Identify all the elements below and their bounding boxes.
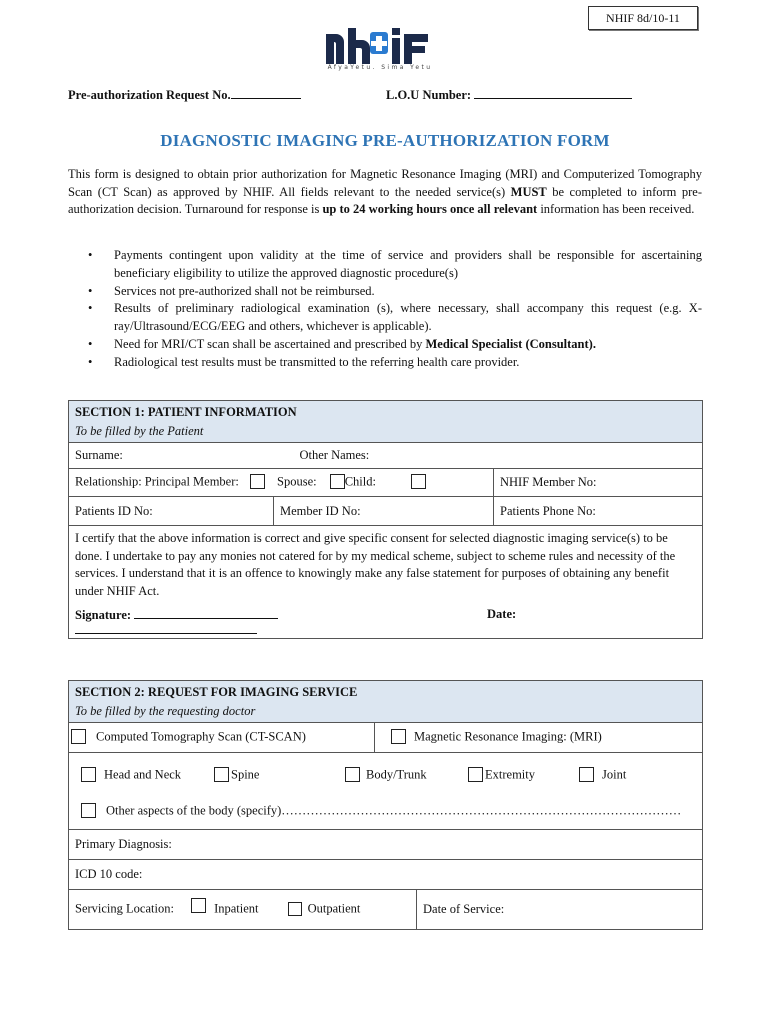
child-label: Child:	[344, 474, 376, 489]
other-names-field[interactable]	[299, 443, 703, 469]
extremity-option[interactable]	[468, 767, 535, 784]
other-aspects-option[interactable]	[81, 803, 681, 820]
head-neck-checkbox[interactable]	[81, 767, 96, 782]
other-aspects-row[interactable]	[69, 797, 703, 830]
form-code: NHIF 8d/10-11	[588, 6, 698, 30]
principal-member-checkbox[interactable]	[250, 474, 265, 489]
nhif-member-no-field[interactable]	[494, 469, 703, 497]
extremity-checkbox[interactable]	[468, 767, 483, 782]
body-trunk-checkbox[interactable]	[345, 767, 360, 782]
icd-code-field[interactable]	[69, 860, 703, 890]
preauth-request-field[interactable]	[68, 86, 301, 103]
body-trunk-option[interactable]	[345, 767, 427, 784]
patients-id-label: Patients ID No:	[75, 503, 153, 518]
patients-phone-field[interactable]	[494, 497, 703, 526]
section-2-subtitle: To be filled by the requesting doctor	[75, 704, 256, 718]
spine-label: Spine	[231, 767, 260, 782]
other-names-label: Other Names:	[299, 448, 370, 462]
bullet-4-text: Need for MRI/CT scan shall be ascertained and prescribed by	[114, 336, 426, 351]
patients-phone-label: Patients Phone No:	[500, 503, 596, 518]
list-item: • Payments contingent upon validity at the time of service and providers shall be responsible for ascertaining beneficiary eligibility to utilize the approved diagnostic procedure(s)	[68, 247, 702, 283]
section-1-header	[69, 401, 703, 443]
surname-label: Surname:	[75, 448, 123, 462]
servicing-location-row	[69, 890, 417, 930]
mri-label: Magnetic Resonance Imaging: (MRI)	[414, 729, 602, 744]
signature-continuation-line[interactable]	[75, 632, 257, 634]
ct-scan-checkbox[interactable]	[71, 729, 86, 744]
section-1-subtitle: To be filled by the Patient	[75, 424, 204, 438]
preauth-request-line[interactable]	[231, 86, 301, 99]
mri-option[interactable]	[375, 723, 703, 753]
spouse-checkbox[interactable]	[330, 474, 345, 489]
primary-diagnosis-label: Primary Diagnosis:	[75, 837, 172, 851]
section-2-table	[68, 680, 703, 930]
surname-field[interactable]	[69, 443, 434, 469]
joint-label: Joint	[602, 767, 627, 782]
preauth-request-label: Pre-authorization Request No.	[68, 88, 231, 102]
intro-must: MUST	[510, 184, 547, 199]
signature-line[interactable]	[134, 606, 278, 619]
relationship-row	[69, 469, 494, 497]
body-region-row	[69, 753, 703, 798]
primary-diagnosis-field[interactable]	[69, 830, 703, 860]
servicing-location-label: Servicing Location:	[75, 901, 174, 916]
outpatient-checkbox[interactable]	[288, 902, 302, 916]
outpatient-label: Outpatient	[307, 901, 361, 916]
inpatient-label: Inpatient	[214, 901, 259, 916]
signature-label: Signature:	[75, 608, 132, 622]
joint-checkbox[interactable]	[579, 767, 594, 782]
other-aspects-label: Other aspects of the body (specify)……………………………………………………………………………………	[106, 803, 682, 818]
date-of-service-label: Date of Service:	[423, 902, 505, 916]
inpatient-checkbox[interactable]	[191, 898, 206, 913]
certification-cell	[69, 526, 703, 639]
spine-option[interactable]	[214, 767, 259, 784]
spouse-label: Spouse:	[277, 474, 317, 489]
intro-text-3: information has been received.	[537, 202, 695, 216]
section-1-table	[68, 400, 703, 639]
lou-number-label: L.O.U Number:	[386, 88, 472, 102]
mri-checkbox[interactable]	[391, 729, 406, 744]
member-id-label: Member ID No:	[280, 503, 361, 518]
conditions-list	[68, 247, 702, 372]
date-of-service-field[interactable]	[417, 890, 703, 930]
list-item: • Results of preliminary radiological examination (s), where necessary, shall accompany this request (e.g. X-ray/Ultrasound/ECG/EEG and others, whichever is applicable).	[68, 300, 702, 336]
signature-field[interactable]	[75, 606, 278, 625]
patients-id-field[interactable]	[69, 497, 274, 526]
ct-scan-option[interactable]	[69, 723, 375, 753]
logo-tagline: AfyaYetu. Sima Yetu	[327, 64, 433, 71]
intro-text-1: This form is designed to obtain prior authorization for Magnetic Resonance Imaging (MRI) and Computerized Tomography Scan (CT Scan) as approved by NHIF. All fields relevant to the needed service(s)	[68, 167, 702, 199]
intro-text-2: be completed to inform pre-authorization decision. Turnaround for response is	[68, 184, 702, 216]
relationship-label: Relationship: Principal Member:	[75, 474, 239, 489]
joint-option[interactable]	[579, 767, 626, 784]
child-checkbox[interactable]	[411, 474, 426, 489]
section-2-header	[69, 681, 703, 723]
head-neck-label: Head and Neck	[104, 767, 182, 782]
certification-text: I certify that the above information is correct and give specific consent for selected diagnostic imaging service(s) to be done. I undertake to pay any monies not catered for by my medical scheme, subject to scheme rules and necessity of the services. I understand that it is an offence to knowingly make any false statement for purposes of obtaining any benefit under NHIF Act.	[75, 531, 676, 598]
list-item	[68, 336, 702, 354]
icd-code-label: ICD 10 code:	[75, 867, 143, 881]
lou-number-field[interactable]	[386, 86, 632, 103]
section-2-title: SECTION 2: REQUEST FOR IMAGING SERVICE	[75, 685, 358, 699]
other-aspects-checkbox[interactable]	[81, 803, 96, 818]
extremity-label: Extremity	[485, 767, 535, 782]
lou-number-line[interactable]	[474, 86, 632, 99]
head-neck-option[interactable]	[81, 767, 181, 784]
nhif-member-no-label: NHIF Member No:	[500, 475, 597, 489]
list-item: • Services not pre-authorized shall not be reimbursed.	[68, 283, 702, 301]
intro-paragraph	[68, 166, 702, 219]
ct-scan-label: Computed Tomography Scan (CT-SCAN)	[96, 729, 306, 744]
intro-turnaround: up to 24 working hours once all relevant	[322, 202, 538, 216]
body-trunk-label: Body/Trunk	[366, 767, 427, 782]
form-title: DIAGNOSTIC IMAGING PRE-AUTHORIZATION FORM	[160, 131, 610, 150]
date-field[interactable]: Date:	[487, 607, 517, 621]
section-1-title: SECTION 1: PATIENT INFORMATION	[75, 405, 297, 419]
bullet-4-bold: Medical Specialist (Consultant).	[425, 336, 596, 351]
member-id-field[interactable]	[274, 497, 494, 526]
list-item: • Radiological test results must be transmitted to the referring health care provider.	[68, 354, 702, 372]
spine-checkbox[interactable]	[214, 767, 229, 782]
